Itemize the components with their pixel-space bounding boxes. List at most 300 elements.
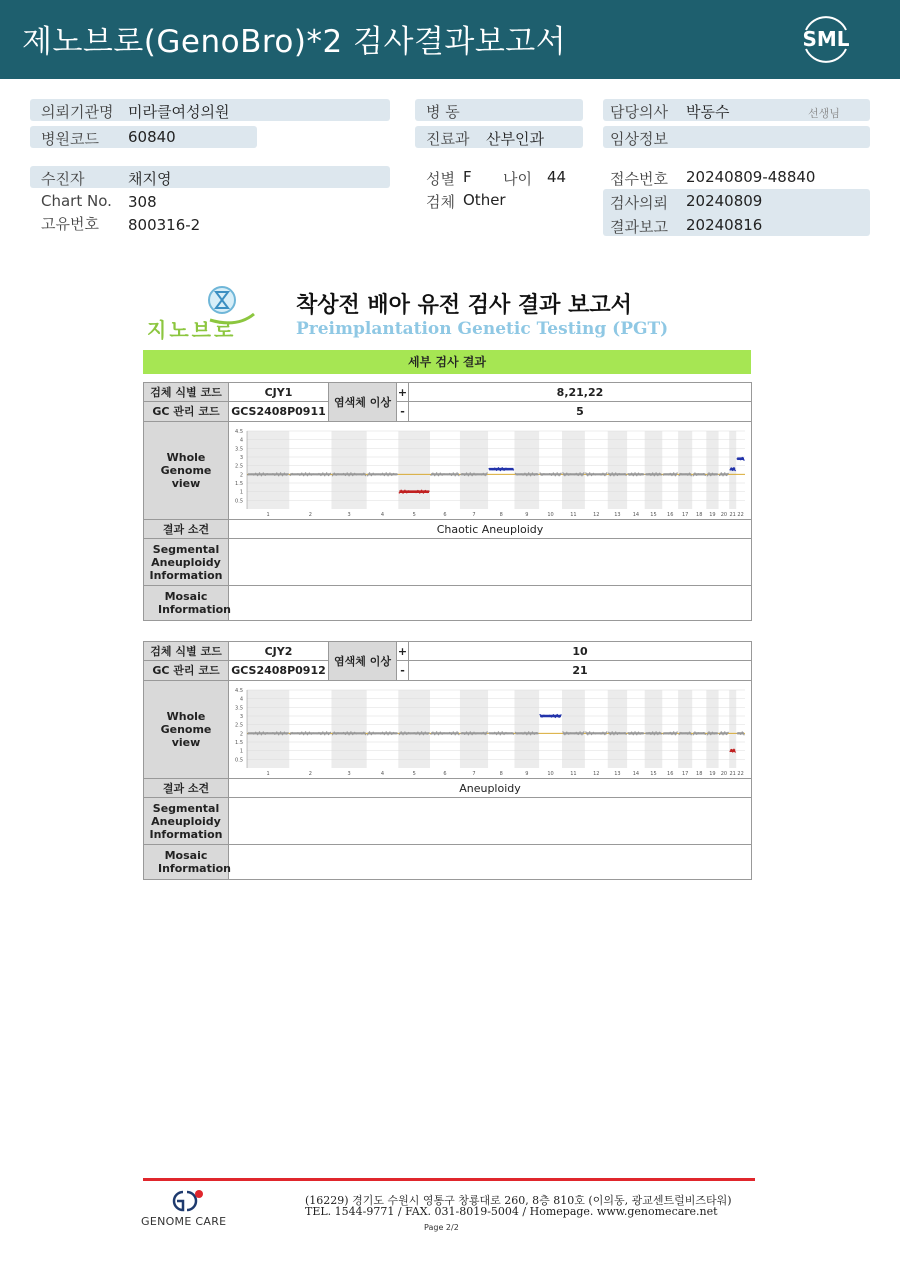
data-point bbox=[347, 472, 348, 473]
data-point bbox=[620, 473, 621, 474]
specimen-code-header: 검체 식별 코드 bbox=[144, 642, 229, 661]
data-point bbox=[330, 472, 331, 473]
data-point bbox=[458, 733, 459, 734]
data-point bbox=[367, 734, 368, 735]
hospital-code-value: 60840 bbox=[128, 128, 176, 146]
x-tick-label: 10 bbox=[547, 770, 554, 777]
data-point bbox=[466, 731, 467, 732]
data-point bbox=[380, 474, 381, 475]
data-point bbox=[276, 731, 277, 732]
data-point bbox=[615, 731, 616, 732]
chromosome-abnormality-header: 염색체 이상 bbox=[329, 642, 397, 681]
data-point bbox=[314, 473, 315, 474]
data-point bbox=[641, 732, 642, 733]
data-point bbox=[415, 733, 416, 734]
data-point bbox=[468, 734, 469, 735]
data-point bbox=[440, 472, 441, 473]
data-point bbox=[291, 472, 292, 473]
footer-contact: TEL. 1544-9771 / FAX. 031-8019-5004 / Homepage. www.genomecare.net bbox=[305, 1205, 718, 1218]
data-point bbox=[556, 472, 557, 473]
data-point bbox=[724, 472, 725, 473]
data-point bbox=[732, 469, 733, 470]
data-point bbox=[373, 731, 374, 732]
data-point bbox=[551, 474, 552, 475]
data-point bbox=[727, 731, 728, 732]
gc-code-value: GCS2408P0911 bbox=[229, 402, 329, 422]
data-point bbox=[537, 732, 538, 733]
data-point bbox=[453, 472, 454, 473]
data-point bbox=[384, 733, 385, 734]
data-point bbox=[631, 731, 632, 732]
data-point bbox=[328, 733, 329, 734]
data-point bbox=[541, 474, 542, 475]
data-point bbox=[356, 474, 357, 475]
data-point bbox=[290, 733, 291, 734]
data-point bbox=[343, 731, 344, 732]
data-point bbox=[703, 472, 704, 473]
data-point bbox=[320, 474, 321, 475]
data-point bbox=[645, 473, 646, 474]
data-point bbox=[530, 475, 531, 476]
data-point bbox=[470, 472, 471, 473]
data-point bbox=[606, 731, 607, 732]
data-point bbox=[615, 472, 616, 473]
data-point bbox=[492, 733, 493, 734]
data-point bbox=[443, 732, 444, 733]
data-point bbox=[369, 731, 370, 732]
data-point bbox=[332, 474, 333, 475]
y-tick-label: 1 bbox=[239, 489, 243, 496]
y-tick-label: 3 bbox=[239, 454, 243, 461]
x-tick-label: 17 bbox=[681, 511, 689, 518]
gain-sign: + bbox=[397, 642, 409, 661]
data-point bbox=[284, 472, 285, 473]
data-point bbox=[715, 732, 716, 733]
data-point bbox=[305, 472, 306, 473]
data-point bbox=[682, 474, 683, 475]
data-point bbox=[670, 731, 671, 732]
data-point bbox=[574, 474, 575, 475]
receipt-value: 20240809-48840 bbox=[686, 168, 816, 186]
data-point bbox=[731, 467, 732, 468]
data-point bbox=[404, 731, 405, 732]
data-point bbox=[680, 731, 681, 732]
data-point bbox=[399, 733, 400, 734]
data-point bbox=[334, 472, 335, 473]
data-point bbox=[477, 732, 478, 733]
data-point bbox=[488, 468, 489, 469]
x-tick-label: 19 bbox=[709, 511, 716, 518]
data-point bbox=[555, 475, 556, 476]
data-point bbox=[462, 731, 463, 732]
data-point bbox=[570, 732, 571, 733]
data-point bbox=[634, 731, 635, 732]
data-point bbox=[743, 733, 744, 734]
data-point bbox=[553, 714, 554, 715]
data-point bbox=[400, 489, 401, 490]
data-point bbox=[507, 733, 508, 734]
chromosome-band bbox=[562, 431, 585, 509]
data-point bbox=[343, 472, 344, 473]
data-point bbox=[400, 731, 401, 732]
data-point bbox=[687, 733, 688, 734]
data-point bbox=[705, 474, 706, 475]
data-point bbox=[719, 733, 720, 734]
data-point bbox=[255, 731, 256, 732]
x-tick-label: 17 bbox=[681, 770, 689, 777]
data-point bbox=[496, 469, 497, 470]
data-point bbox=[712, 472, 713, 473]
y-tick-label: 2.5 bbox=[235, 463, 243, 470]
data-point bbox=[589, 731, 590, 732]
data-point bbox=[270, 473, 271, 474]
data-point bbox=[587, 734, 588, 735]
data-point bbox=[666, 473, 667, 474]
data-point bbox=[712, 731, 713, 732]
x-tick-label: 1 bbox=[266, 511, 270, 518]
data-point bbox=[380, 733, 381, 734]
data-point bbox=[613, 475, 614, 476]
data-point bbox=[696, 474, 697, 475]
data-point bbox=[363, 472, 364, 473]
x-tick-label: 22 bbox=[737, 770, 744, 777]
data-point bbox=[421, 489, 422, 490]
data-point bbox=[421, 731, 422, 732]
data-point bbox=[314, 732, 315, 733]
chromosome-band bbox=[706, 690, 718, 768]
data-point bbox=[309, 472, 310, 473]
x-tick-label: 9 bbox=[525, 511, 529, 518]
data-point bbox=[707, 734, 708, 735]
x-tick-label: 16 bbox=[667, 770, 674, 777]
data-point bbox=[486, 472, 487, 473]
data-point bbox=[278, 474, 279, 475]
result-value: Aneuploidy bbox=[229, 779, 752, 798]
data-point bbox=[519, 732, 520, 733]
data-point bbox=[631, 472, 632, 473]
data-point bbox=[249, 732, 250, 733]
data-point bbox=[633, 733, 634, 734]
chromosome-band bbox=[645, 431, 663, 509]
data-point bbox=[417, 489, 418, 490]
data-point bbox=[335, 733, 336, 734]
data-point bbox=[689, 472, 690, 473]
data-point bbox=[430, 474, 431, 475]
data-point bbox=[634, 472, 635, 473]
data-point bbox=[636, 733, 637, 734]
x-tick-label: 13 bbox=[614, 511, 621, 518]
data-point bbox=[473, 731, 474, 732]
data-point bbox=[577, 474, 578, 475]
data-point bbox=[453, 731, 454, 732]
data-point bbox=[415, 491, 416, 492]
data-point bbox=[731, 748, 732, 749]
y-tick-label: 1 bbox=[239, 748, 243, 755]
data-point bbox=[316, 474, 317, 475]
data-point bbox=[579, 472, 580, 473]
data-point bbox=[693, 733, 694, 734]
data-point bbox=[520, 473, 521, 474]
data-point bbox=[326, 472, 327, 473]
data-point bbox=[622, 732, 623, 733]
data-point bbox=[727, 472, 728, 473]
data-point bbox=[282, 474, 283, 475]
data-point bbox=[595, 474, 596, 475]
data-point bbox=[707, 475, 708, 476]
data-point bbox=[247, 733, 248, 734]
data-point bbox=[441, 733, 442, 734]
data-point bbox=[617, 733, 618, 734]
data-point bbox=[503, 733, 504, 734]
data-point bbox=[708, 472, 709, 473]
y-tick-label: 4.5 bbox=[235, 687, 243, 694]
data-point bbox=[574, 733, 575, 734]
data-point bbox=[345, 474, 346, 475]
data-point bbox=[471, 474, 472, 475]
clinical-info-label: 임상정보 bbox=[610, 130, 668, 148]
data-point bbox=[280, 472, 281, 473]
data-point bbox=[475, 474, 476, 475]
x-tick-label: 2 bbox=[308, 770, 312, 777]
data-point bbox=[348, 734, 349, 735]
data-point bbox=[468, 475, 469, 476]
data-point bbox=[387, 734, 388, 735]
data-point bbox=[253, 474, 254, 475]
data-point bbox=[513, 469, 514, 470]
doctor-suffix: 선생님 bbox=[808, 107, 840, 120]
data-point bbox=[274, 733, 275, 734]
chromosome-band bbox=[460, 690, 488, 768]
page-title: 제노브로(GenoBro)*2 검사결과보고서 bbox=[22, 24, 567, 60]
data-point bbox=[610, 733, 611, 734]
data-point bbox=[664, 732, 665, 733]
data-point bbox=[629, 733, 630, 734]
data-point bbox=[295, 473, 296, 474]
data-point bbox=[402, 734, 403, 735]
specimen-code-value: CJY1 bbox=[229, 383, 329, 402]
data-point bbox=[729, 750, 730, 751]
section-title: 세부 검사 결과 bbox=[143, 350, 751, 374]
data-point bbox=[585, 731, 586, 732]
data-point bbox=[673, 731, 674, 732]
data-point bbox=[534, 733, 535, 734]
sex-label: 성별 bbox=[426, 170, 455, 188]
data-point bbox=[434, 733, 435, 734]
data-point bbox=[301, 472, 302, 473]
data-point bbox=[350, 472, 351, 473]
x-tick-label: 4 bbox=[380, 511, 385, 518]
data-point bbox=[328, 474, 329, 475]
sml-logo bbox=[796, 12, 856, 66]
data-point bbox=[268, 732, 269, 733]
data-point bbox=[737, 458, 738, 459]
data-point bbox=[735, 469, 736, 470]
data-point bbox=[515, 731, 516, 732]
data-point bbox=[591, 474, 592, 475]
data-point bbox=[627, 732, 628, 733]
data-point bbox=[598, 473, 599, 474]
data-point bbox=[456, 731, 457, 732]
age-value: 44 bbox=[547, 168, 567, 186]
data-point bbox=[247, 474, 248, 475]
data-point bbox=[481, 474, 482, 475]
data-point bbox=[703, 731, 704, 732]
data-point bbox=[386, 472, 387, 473]
data-point bbox=[721, 731, 722, 732]
gain-sign: + bbox=[397, 383, 409, 402]
data-point bbox=[284, 731, 285, 732]
segmental-header: Segmental Aneuploidy Information bbox=[144, 539, 229, 586]
x-tick-label: 15 bbox=[650, 770, 657, 777]
data-point bbox=[624, 732, 625, 733]
y-tick-label: 3 bbox=[239, 713, 243, 720]
data-point bbox=[460, 473, 461, 474]
data-point bbox=[297, 732, 298, 733]
data-point bbox=[324, 734, 325, 735]
data-point bbox=[526, 474, 527, 475]
data-point bbox=[341, 473, 342, 474]
data-point bbox=[483, 731, 484, 732]
data-point bbox=[696, 733, 697, 734]
data-point bbox=[526, 733, 527, 734]
data-point bbox=[625, 733, 626, 734]
data-point bbox=[713, 474, 714, 475]
data-point bbox=[524, 472, 525, 473]
data-point bbox=[676, 472, 677, 473]
data-point bbox=[397, 473, 398, 474]
x-tick-label: 15 bbox=[650, 511, 657, 518]
data-point bbox=[670, 472, 671, 473]
data-point bbox=[742, 731, 743, 732]
data-point bbox=[566, 731, 567, 732]
data-point bbox=[600, 733, 601, 734]
data-point bbox=[532, 472, 533, 473]
loss-value: 21 bbox=[409, 661, 752, 681]
data-point bbox=[528, 472, 529, 473]
data-point bbox=[393, 472, 394, 473]
data-point bbox=[576, 731, 577, 732]
data-point bbox=[502, 731, 503, 732]
data-point bbox=[492, 468, 493, 469]
chromosome-band bbox=[331, 690, 366, 768]
data-point bbox=[652, 731, 653, 732]
data-point bbox=[722, 475, 723, 476]
data-point bbox=[339, 732, 340, 733]
data-point bbox=[648, 472, 649, 473]
data-point bbox=[358, 732, 359, 733]
x-tick-label: 9 bbox=[525, 770, 529, 777]
data-point bbox=[332, 733, 333, 734]
chromosome-band bbox=[608, 690, 627, 768]
data-point bbox=[263, 472, 264, 473]
data-point bbox=[475, 733, 476, 734]
data-point bbox=[517, 733, 518, 734]
data-point bbox=[593, 731, 594, 732]
data-point bbox=[657, 733, 658, 734]
data-point bbox=[511, 732, 512, 733]
data-point bbox=[710, 733, 711, 734]
data-point bbox=[581, 475, 582, 476]
sex-value: F bbox=[463, 168, 472, 186]
data-point bbox=[354, 731, 355, 732]
data-point bbox=[659, 472, 660, 473]
gain-value: 10 bbox=[409, 642, 752, 661]
data-point bbox=[305, 731, 306, 732]
data-point bbox=[257, 733, 258, 734]
data-point bbox=[502, 467, 503, 468]
data-point bbox=[500, 469, 501, 470]
chromosome-band bbox=[729, 690, 736, 768]
data-point bbox=[293, 473, 294, 474]
result-value: Chaotic Aneuploidy bbox=[229, 520, 752, 539]
x-tick-label: 19 bbox=[709, 770, 716, 777]
data-point bbox=[733, 748, 734, 749]
data-point bbox=[466, 472, 467, 473]
data-point bbox=[363, 731, 364, 732]
data-point bbox=[286, 474, 287, 475]
request-value: 20240809 bbox=[686, 192, 763, 210]
data-point bbox=[666, 732, 667, 733]
data-point bbox=[641, 473, 642, 474]
data-point bbox=[339, 473, 340, 474]
sml-logo-text: SML bbox=[802, 27, 850, 51]
data-point bbox=[447, 473, 448, 474]
data-point bbox=[650, 474, 651, 475]
data-point bbox=[717, 732, 718, 733]
data-point bbox=[503, 469, 504, 470]
data-point bbox=[740, 458, 741, 459]
data-point bbox=[358, 473, 359, 474]
data-point bbox=[266, 731, 267, 732]
data-point bbox=[509, 468, 510, 469]
data-point bbox=[441, 474, 442, 475]
data-point bbox=[490, 468, 491, 469]
data-point bbox=[347, 731, 348, 732]
x-tick-label: 11 bbox=[570, 511, 577, 518]
data-point bbox=[257, 474, 258, 475]
data-point bbox=[485, 474, 486, 475]
doctor-label: 담당의사 bbox=[610, 103, 668, 121]
gc-code-header: GC 관리 코드 bbox=[144, 402, 229, 422]
data-point bbox=[627, 473, 628, 474]
data-point bbox=[597, 473, 598, 474]
data-point bbox=[483, 472, 484, 473]
data-point bbox=[593, 472, 594, 473]
data-point bbox=[556, 713, 557, 714]
data-point bbox=[376, 732, 377, 733]
chromosome-band bbox=[562, 690, 585, 768]
data-point bbox=[460, 732, 461, 733]
data-point bbox=[447, 732, 448, 733]
x-tick-label: 11 bbox=[570, 770, 577, 777]
hospital-code-label: 병원코드 bbox=[41, 130, 99, 148]
data-point bbox=[608, 731, 609, 732]
data-point bbox=[432, 731, 433, 732]
data-point bbox=[470, 731, 471, 732]
chromosome-band bbox=[608, 431, 627, 509]
data-point bbox=[449, 472, 450, 473]
data-point bbox=[337, 473, 338, 474]
data-point bbox=[722, 734, 723, 735]
data-point bbox=[266, 472, 267, 473]
x-tick-label: 13 bbox=[614, 770, 621, 777]
specimen-code-value: CJY2 bbox=[229, 642, 329, 661]
x-tick-label: 20 bbox=[720, 511, 728, 518]
y-tick-label: 0.5 bbox=[235, 756, 243, 763]
gc-code-header: GC 관리 코드 bbox=[144, 661, 229, 681]
data-point bbox=[389, 731, 390, 732]
data-point bbox=[568, 474, 569, 475]
